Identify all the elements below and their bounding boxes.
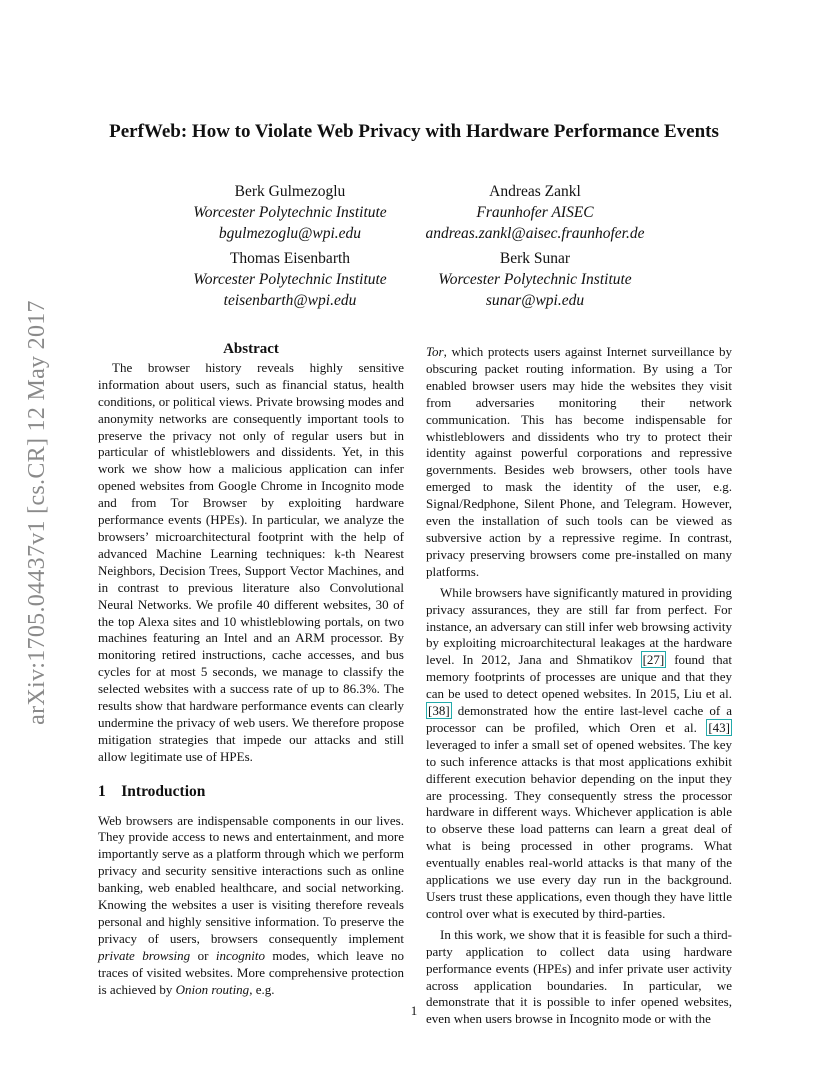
author-affiliation: Worcester Polytechnic Institute (193, 271, 387, 288)
citation-link[interactable]: [27] (642, 652, 665, 668)
author-email: bgulmezoglu@wpi.edu (218, 225, 362, 242)
abstract-heading: Abstract (223, 341, 279, 357)
author-affiliation: Worcester Polytechnic Institute (438, 271, 632, 288)
intro-paragraph: Tor, which protects users against Internet surveillance by obscuring packet routing information. By using a Tor enabled browser users may hide the websites they visit from adversaries monitoring their network communication. This has become indispensable for whistleblowers and dissidents who try to protect their identity against powerful corporations and repressive governments. Besides web browsers, other tools have emerged to mask the identity of the user, e.g. Signal/Redphone, Silent Phone, and Telegram. However, even the installation of such tools can be viewed as subversive action by a repressive regime. In contrast, privacy preserving browsers come pre-installed on many platforms. (426, 344, 732, 579)
section-title: Introduction (121, 782, 206, 800)
author-affiliation: Fraunhofer AISEC (476, 204, 594, 221)
intro-paragraph: While browsers have significantly matured in providing privacy assurances, they are still far from perfect. For instance, an adversary can still infer web browsing activity by exploiting microarchitectural leakages at the hardware level. In 2012, Jana and Shmatikov [27] found that memory footprints of processes are unique and that they can be used to detect opened websites. In 2015, Liu et al. [38] demonstrated how the entire last-level cache of a processor can be profiled, which Oren et al. [43] leveraged to infer a small set of opened websites. The key to such inference attacks is that most applications exhibit different execution behavior depending on the input they are processing. They consequently stress the processor hardware in different ways. Whichever application is able to observe these load patterns can learn a great deal of what is being processed in other programs. What eventually enables real-world attacks is that many of the applications we use every day run in the background. Users trust these applications, even though they have little control over what is executed by third-parties. (426, 584, 732, 921)
author-name: Berk Sunar (499, 250, 571, 267)
author-email: andreas.zankl@aisec.fraunhofer.de (425, 225, 645, 242)
left-column (98, 341, 404, 999)
citation-link[interactable]: [38] (428, 703, 450, 719)
paper-title: PerfWeb: How to Violate Web Privacy with Hardware Performance Events (109, 121, 719, 142)
citation-link[interactable]: [43] (708, 719, 730, 735)
author-affiliation: Worcester Polytechnic Institute (193, 204, 387, 221)
author-name: Berk Gulmezoglu (234, 183, 346, 200)
author-name: Andreas Zankl (489, 183, 581, 200)
page-number: 1 (410, 1003, 418, 1018)
section-number: 1 (98, 782, 106, 800)
author-email: teisenbarth@wpi.edu (223, 292, 357, 309)
arxiv-stamp-text: arXiv:1705.04437v1 [cs.CR] 12 May 2017 (23, 299, 50, 725)
arxiv-stamp (19, 262, 55, 762)
intro-paragraph: In this work, we show that it is feasible for such a third-party application to collect data using hardware performance events (HPEs) and infer private user activity across application boundaries. In particular, we demonstrate that it is possible to infer opened websites, even when users browse in Incognito mode or with the (426, 926, 732, 1027)
abstract-text: The browser history reveals highly sensitive information about users, such as financial status, health conditions, or political views. Private browsing modes and anonymity networks are consequently important tools to preserve the privacy not only of regular users but in particular of whistleblowers and dissidents. Yet, in this work we show how a malicious application can infer opened websites from Google Chrome in Incognito mode and from Tor Browser by exploiting hardware performance events (HPEs). In particular, we analyze the browsers’ microarchitectural footprint with the help of advanced Machine Learning techniques: k-th Nearest Neighbors, Decision Trees, Support Vector Machines, and in contrast to previous literature also Convolutional Neural Networks. We profile 40 different websites, 30 of the top Alexa sites and 10 whistleblowing portals, on two machines featuring an Intel and an ARM processor. By monitoring retired instructions, cache accesses, and bus cycles for at most 5 seconds, we manage to classify the selected websites with a success rate of up to 86.3%. The results show that hardware performance events can clearly undermine the privacy of web users. We therefore propose mitigation strategies that impede our attacks and still allow legitimate use of HPEs. (98, 359, 404, 764)
author-block (385, 248, 685, 311)
right-column (426, 344, 732, 1028)
author-block (385, 181, 685, 244)
author-email: sunar@wpi.edu (485, 292, 585, 309)
author-name: Thomas Eisenbarth (229, 250, 351, 267)
intro-paragraph: Web browsers are indispensable components in our lives. They provide access to news and entertainment, and more importantly serve as a platform through which we perform privacy and security sensitive interactions such as online banking, web enabled healthcare, and social networking. Knowing the websites a user is visiting therefore reveals personal and highly sensitive information. To preserve the privacy of users, browsers consequently implement private browsing or incognito modes, which leave no traces of visited websites. More comprehensive protection is achieved by Onion routing, e.g. (98, 812, 404, 997)
section-heading (98, 784, 404, 801)
